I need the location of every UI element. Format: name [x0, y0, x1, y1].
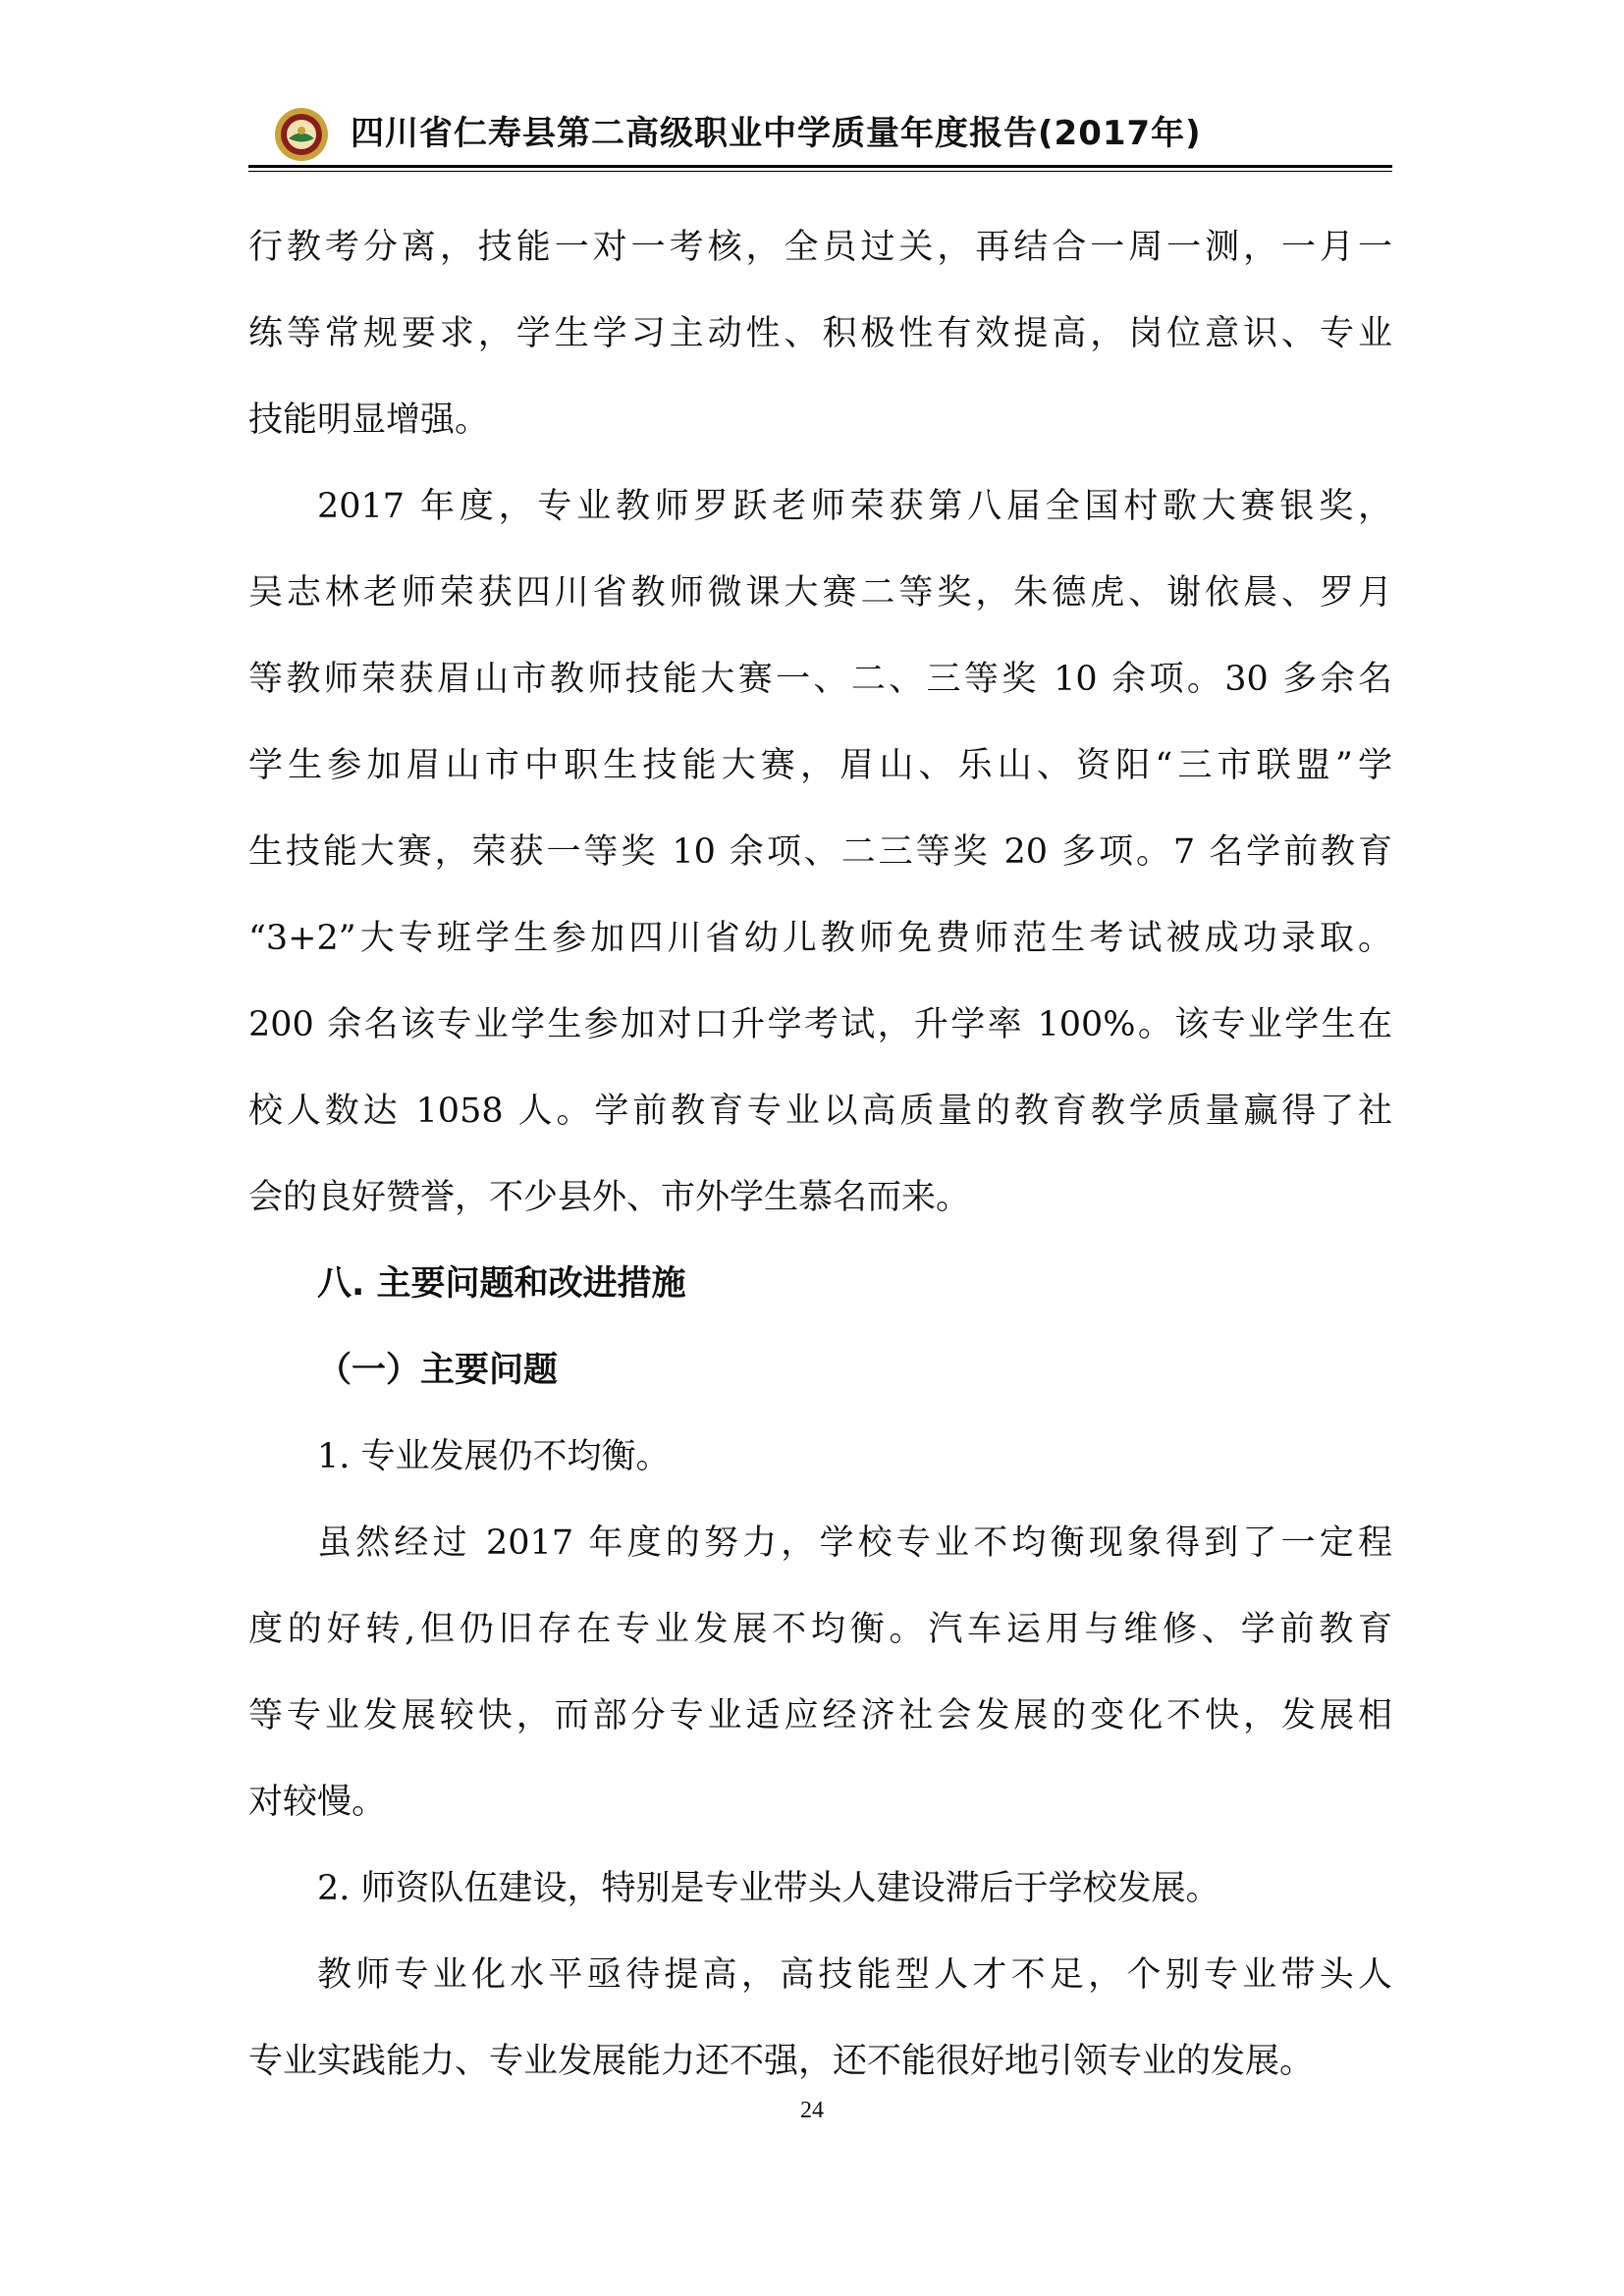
text-line: 教师专业化水平亟待提高，高技能型人才不足，个别专业带头人 — [317, 1955, 1392, 1995]
text-line: 度的好转,但仍旧存在专业发展不均衡。汽车运用与维修、学前教育 — [248, 1610, 1392, 1649]
page-header — [248, 104, 1392, 169]
text-line: 会的良好赞誉，不少县外、市外学生慕名而来。 — [248, 1178, 971, 1217]
text-line: 技能明显增强。 — [248, 400, 490, 440]
text-line: 2017 年度，专业教师罗跃老师荣获第八届全国村歌大赛银奖， — [317, 487, 1392, 526]
body-text — [248, 204, 1392, 2105]
text-line: 等教师荣获眉山市教师技能大赛一、二、三等奖 10 余项。30 多余名 — [248, 660, 1392, 699]
text-line: 学生参加眉山市中职生技能大赛，眉山、乐山、资阳“三市联盟”学 — [248, 746, 1392, 785]
header-rule — [248, 165, 1392, 168]
list-item: 2. 师资队伍建设，特别是专业带头人建设滞后于学校发展。 — [317, 1869, 1220, 1908]
text-line: 专业实践能力、专业发展能力还不强，还不能很好地引领专业的发展。 — [248, 2042, 1315, 2081]
text-line: 校人数达 1058 人。学前教育专业以高质量的教育教学质量赢得了社 — [248, 1092, 1392, 1131]
school-emblem-icon — [273, 106, 330, 163]
list-item: 1. 专业发展仍不均衡。 — [317, 1437, 671, 1476]
section-heading: 八. 主要问题和改进措施 — [317, 1264, 686, 1304]
subsection-heading: （一）主要问题 — [317, 1351, 559, 1390]
header-rule-thin — [248, 171, 1392, 172]
text-line: 虽然经过 2017 年度的努力，学校专业不均衡现象得到了一定程 — [317, 1523, 1392, 1563]
text-line: 对较慢。 — [248, 1783, 387, 1822]
page-number: 24 — [800, 2098, 824, 2123]
text-line: 等专业发展较快，而部分专业适应经济社会发展的变化不快，发展相 — [248, 1696, 1392, 1735]
text-line: “3+2”大专班学生参加四川省幼儿教师免费师范生考试被成功录取。 — [248, 919, 1392, 958]
text-line: 生技能大赛，荣获一等奖 10 余项、二三等奖 20 多项。7 名学前教育 — [248, 832, 1392, 872]
text-line: 200 余名该专业学生参加对口升学考试，升学率 100%。该专业学生在 — [248, 1005, 1392, 1044]
text-line: 行教考分离，技能一对一考核，全员过关，再结合一周一测，一月一 — [248, 228, 1392, 267]
header-title: 四川省仁寿县第二高级职业中学质量年度报告(2017年) — [351, 114, 1202, 153]
text-line: 吴志林老师荣获四川省教师微课大赛二等奖，朱德虎、谢依晨、罗月 — [248, 573, 1392, 613]
text-line: 练等常规要求，学生学习主动性、积极性有效提高，岗位意识、专业 — [248, 314, 1392, 353]
